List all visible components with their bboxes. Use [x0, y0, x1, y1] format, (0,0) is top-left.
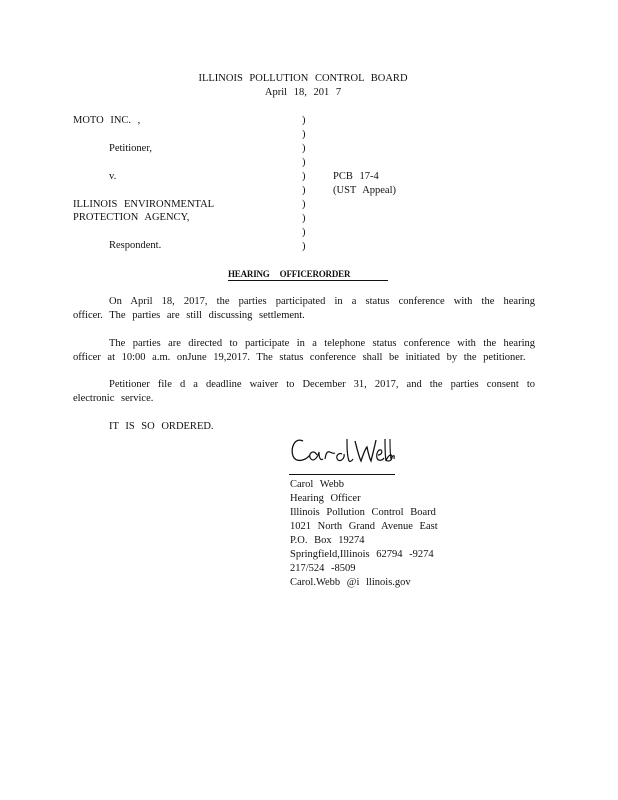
handwritten-signature	[289, 431, 395, 471]
order-paragraph-2	[73, 337, 535, 365]
paragraph-text: On April 18, 2017, the parties participated in a status conference with the hearing officer. The parties are still discussing settlement.	[73, 296, 535, 321]
caption-paren: )	[302, 143, 306, 154]
agency-heading: ILLINOIS POLLUTION CONTROL BOARD	[198, 73, 408, 84]
caption-paren: )	[302, 213, 306, 224]
respondent-name-line2: PROTECTION AGENCY,	[73, 212, 190, 223]
versus-label: v.	[109, 171, 117, 182]
case-type: (UST Appeal)	[333, 185, 397, 196]
order-paragraph-3	[73, 378, 535, 406]
caption-paren: )	[302, 199, 306, 210]
document-date: April 18, 201 7	[264, 87, 342, 98]
signer-title: Hearing Officer	[290, 493, 361, 504]
signature-block	[290, 478, 438, 590]
respondent-name-line1: ILLINOIS ENVIRONMENTAL	[73, 199, 215, 210]
email-address: Carol.Webb @i llinois.gov	[290, 577, 411, 588]
closing-statement: IT IS SO ORDERED.	[109, 421, 214, 432]
caption-paren: )	[302, 115, 306, 126]
address-line-1: 1021 North Grand Avenue East	[290, 521, 438, 532]
signature-line	[289, 474, 395, 475]
signer-name: Carol Webb	[290, 479, 344, 490]
caption-divider	[302, 114, 306, 254]
city-state-zip: Springfield,Illinois 62794 -9274	[290, 549, 434, 560]
caption-paren: )	[302, 241, 306, 252]
petitioner-role: Petitioner,	[109, 143, 153, 154]
order-title: HEARING OFFICERORDER	[228, 268, 388, 281]
caption-paren: )	[302, 157, 306, 168]
paragraph-text: The parties are directed to participate in a telephone status conference with the hearing officer at 10:00 a.m. onJune 19,2017. The status conference shall be initiated by the petitioner.	[73, 338, 535, 363]
caption-paren: )	[302, 171, 306, 182]
caption-paren: )	[302, 129, 306, 140]
order-paragraph-1	[73, 295, 535, 323]
respondent-role: Respondent.	[109, 240, 162, 251]
phone-number: 217/524 -8509	[290, 563, 356, 574]
signer-organization: Illinois Pollution Control Board	[290, 507, 436, 518]
caption-paren: )	[302, 227, 306, 238]
case-number: PCB 17-4	[333, 171, 379, 182]
paragraph-text: Petitioner file d a deadline waiver to December 31, 2017, and the parties consent to electronic service.	[73, 379, 535, 404]
caption-paren: )	[302, 185, 306, 196]
address-line-2: P.O. Box 19274	[290, 535, 365, 546]
petitioner-name: MOTO INC. ,	[73, 115, 141, 126]
